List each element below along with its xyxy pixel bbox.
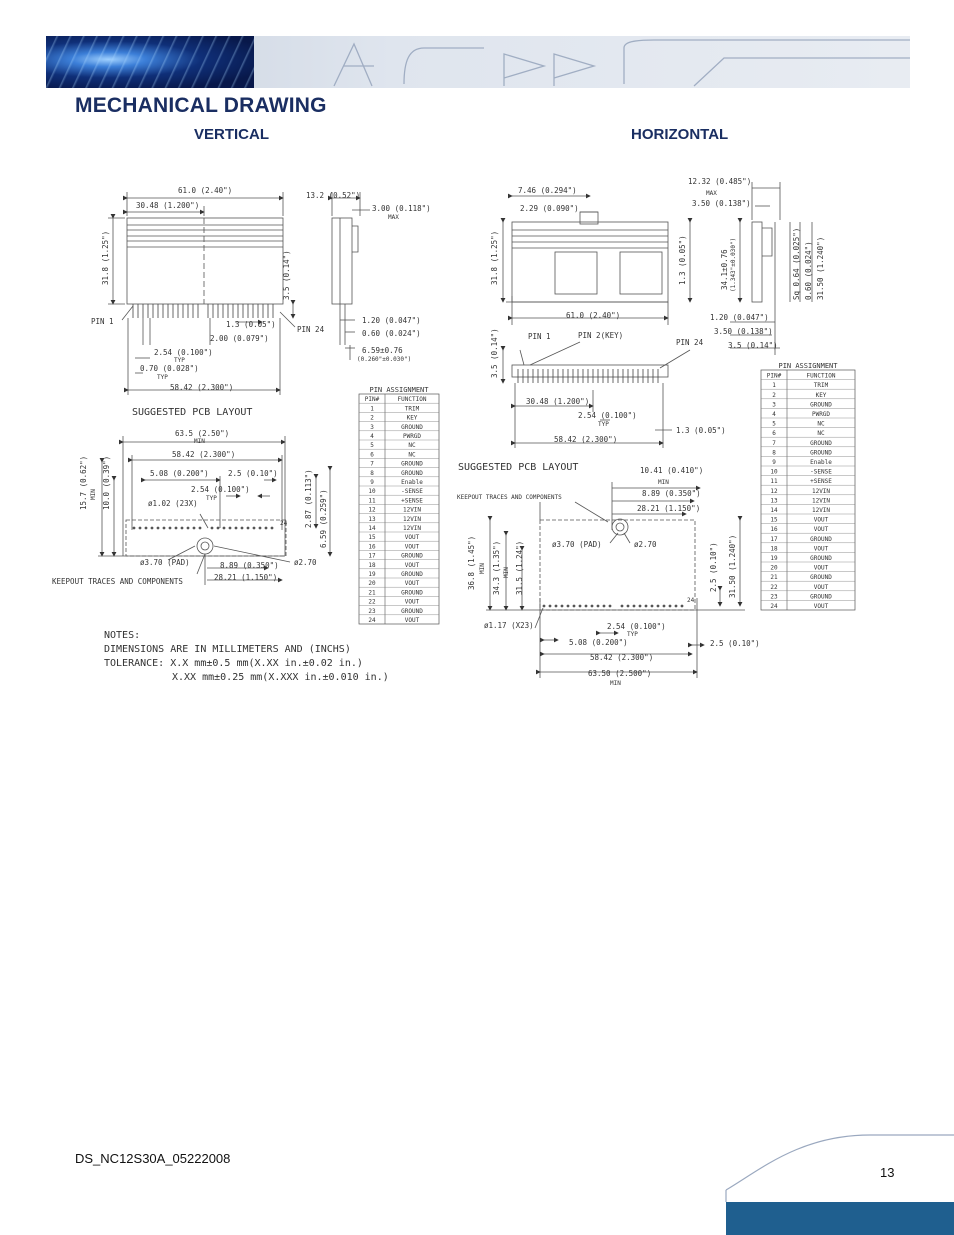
pin-function: -SENSE xyxy=(810,468,832,476)
pin-number: 14 xyxy=(770,507,778,514)
document-id: DS_NC12S30A_05222008 xyxy=(75,1151,231,1166)
pin-number: 11 xyxy=(770,478,778,486)
pin-function: VOUT xyxy=(813,564,829,572)
pin-function: +SENSE xyxy=(810,478,832,486)
dim-label: 2.54 (0.100") xyxy=(578,411,637,420)
dim-label: 2.54 (0.100") xyxy=(607,622,666,631)
pin-number: 21 xyxy=(770,574,778,582)
dim-label: TYP xyxy=(174,357,185,364)
dim-label: 1.3 (0.05") xyxy=(226,320,276,329)
dim-label: 63.50 (2.500") xyxy=(588,669,652,678)
pin-number: 13 xyxy=(368,515,376,523)
pin-number: 7 xyxy=(772,439,776,447)
pin-function: PWRGD xyxy=(811,411,831,418)
pin-number: 1 xyxy=(772,382,776,390)
dim-label: 2.5 (0.10") xyxy=(228,469,278,478)
dim-label: ø3.70 (PAD) xyxy=(552,540,602,549)
pin-function: GROUND xyxy=(810,535,832,543)
pin-function: GROUND xyxy=(401,423,423,431)
dim-label: 7.46 (0.294") xyxy=(518,186,577,195)
pin-number: 24 xyxy=(368,617,376,624)
pin-function: KEY xyxy=(406,414,418,422)
pin-function: TRIM xyxy=(813,382,829,390)
dim-label: 2.00 (0.079") xyxy=(210,334,269,343)
pin-table-title: PIN ASSIGNMENT xyxy=(369,386,429,394)
dim-label: 3.5 (0.14") xyxy=(490,328,499,378)
horizontal-heading: HORIZONTAL xyxy=(631,126,729,143)
pin-function: VOUT xyxy=(404,598,420,606)
pin-function: VOUT xyxy=(813,583,829,591)
pin-function: GROUND xyxy=(810,574,832,582)
notes-text: X.XX mm±0.25 mm(X.XXX in.±0.010 in.) xyxy=(172,672,389,683)
dim-label: 58.42 (2.300") xyxy=(590,653,654,662)
pin-function: VOUT xyxy=(813,516,829,524)
dim-label: 0.60 (0.024") xyxy=(362,329,421,338)
pin-function: VOUT xyxy=(404,617,420,624)
pin-number: 19 xyxy=(770,555,778,562)
pin-function: VOUT xyxy=(813,526,829,534)
dim-label: 8.89 (0.350") xyxy=(220,561,279,570)
pin-function: -SENSE xyxy=(401,488,423,496)
dim-label: TYP xyxy=(627,631,638,638)
pin-function: 12VIN xyxy=(402,506,422,514)
page-number: 13 xyxy=(880,1165,895,1180)
dim-label: 2.5 (0.10") xyxy=(710,639,760,648)
pin-function: VOUT xyxy=(813,545,829,553)
pin-number: 17 xyxy=(368,552,376,560)
horizontal-top-view xyxy=(503,196,690,325)
pin-label: PIN 1 xyxy=(528,332,551,341)
pin-function: NC xyxy=(817,420,825,428)
dim-label: 3.5 (0.14") xyxy=(282,250,291,300)
pin-function: +SENSE xyxy=(401,497,423,505)
dim-label: 1.20 (0.047") xyxy=(710,313,769,322)
dim-label: (1.343"±0.030") xyxy=(730,237,737,292)
dim-label: 30.48 (1.200") xyxy=(136,201,200,210)
dim-label: 0.70 (0.028") xyxy=(140,364,199,373)
dim-label: 3.5 (0.14") xyxy=(728,341,778,350)
pin-number: 8 xyxy=(370,469,374,477)
pin-number: 17 xyxy=(770,535,778,543)
pin-number: 21 xyxy=(368,589,376,597)
dim-label: TYP xyxy=(206,495,217,502)
pin-function: KEY xyxy=(815,391,827,399)
pin-function: NC xyxy=(408,442,416,450)
dim-label: 10.41 (0.410") xyxy=(640,466,704,475)
dim-label: 31.8 (1.25") xyxy=(490,230,499,285)
pin-number: 11 xyxy=(368,497,376,505)
pin-number: 4 xyxy=(370,433,374,440)
pin-number: 5 xyxy=(772,420,776,428)
dim-label: Sq 0.64 (0.025") xyxy=(792,227,801,300)
dim-label: 24 xyxy=(280,520,288,527)
dim-label: 58.42 (2.300") xyxy=(554,435,618,444)
dim-label: ø2.70 xyxy=(634,540,657,549)
pin-table-header: PIN# xyxy=(364,396,380,404)
pcb-layout-title: SUGGESTED PCB LAYOUT xyxy=(458,462,579,473)
horizontal-pin-view xyxy=(503,342,690,448)
pin-number: 1 xyxy=(370,405,374,413)
vertical-heading: VERTICAL xyxy=(194,126,269,143)
pin-number: 2 xyxy=(772,391,776,399)
dim-label: MIN xyxy=(503,567,510,578)
dim-label: 5.08 (0.200") xyxy=(569,638,628,647)
dim-label: 58.42 (2.300") xyxy=(172,450,236,459)
pin-label: PIN 1 xyxy=(91,317,114,326)
pin-function: GROUND xyxy=(401,460,423,468)
pin-number: 5 xyxy=(370,442,374,450)
pin-function: PWRGD xyxy=(402,433,422,440)
pin-function: 12VIN xyxy=(811,487,831,495)
pin-number: 9 xyxy=(370,479,374,486)
notes-label: NOTES: xyxy=(104,630,141,641)
pin-function: GROUND xyxy=(401,589,423,597)
pin-label: PIN 24 xyxy=(297,325,325,334)
pin-function: VOUT xyxy=(404,534,420,542)
dim-label: ø2.70 xyxy=(294,558,317,567)
dim-label: 58.42 (2.300") xyxy=(170,383,234,392)
pin-function: GROUND xyxy=(401,607,423,615)
dim-label: 0.60 (0.024") xyxy=(804,241,813,300)
dim-label: 2.29 (0.090") xyxy=(520,204,579,213)
dim-label: 31.8 (1.25") xyxy=(101,230,110,285)
pin-label: PIN 24 xyxy=(676,338,704,347)
pin-function: GROUND xyxy=(401,469,423,477)
pin-function: VOUT xyxy=(404,580,420,588)
pin-number: 22 xyxy=(368,598,376,606)
pin-number: 9 xyxy=(772,459,776,466)
pin-table-title: PIN ASSIGNMENT xyxy=(778,362,838,370)
pin-function: GROUND xyxy=(810,449,832,457)
dim-label: (0.260"±0.030") xyxy=(357,356,412,363)
pin-number: 12 xyxy=(770,487,778,495)
pin-assignment-table-horizontal xyxy=(761,362,855,610)
dim-label: 6.59 (0.259") xyxy=(319,489,328,548)
pin-function: GROUND xyxy=(810,439,832,447)
pin-table-header: PIN# xyxy=(766,372,782,380)
dim-label: 24 xyxy=(687,597,695,604)
pin-number: 22 xyxy=(770,583,778,591)
pin-number: 16 xyxy=(368,543,376,551)
dim-label: MIN xyxy=(90,489,97,500)
pin-number: 15 xyxy=(368,534,376,542)
pin-number: 19 xyxy=(368,571,376,578)
dim-label: 3.00 (0.118") xyxy=(372,204,431,213)
pin-number: 18 xyxy=(368,561,376,569)
pin-function: 12VIN xyxy=(811,507,831,514)
dim-label: ø3.70 (PAD) xyxy=(140,558,190,567)
vertical-front-view xyxy=(108,192,295,395)
dim-label: 31.5 (1.24") xyxy=(515,540,524,595)
pin-function: GROUND xyxy=(810,401,832,409)
dim-label: 1.20 (0.047") xyxy=(362,316,421,325)
pin-function: VOUT xyxy=(813,603,829,610)
dim-label: 30.48 (1.200") xyxy=(526,397,590,406)
pin-number: 14 xyxy=(368,525,376,532)
pin-number: 18 xyxy=(770,545,778,553)
dim-label: 6.59±0.76 xyxy=(362,346,403,355)
pin-number: 20 xyxy=(770,564,778,572)
pin-number: 13 xyxy=(770,497,778,505)
keepout-label: KEEPOUT TRACES AND COMPONENTS xyxy=(457,494,562,501)
pin-function: 12VIN xyxy=(402,515,422,523)
keepout-label: KEEPOUT TRACES AND COMPONENTS xyxy=(52,577,183,586)
dim-label: 28.21 (1.150") xyxy=(637,504,701,513)
pin-number: 2 xyxy=(370,414,374,422)
pin-function: NC xyxy=(408,451,416,459)
pin-number: 23 xyxy=(770,593,778,601)
dim-label: 31.50 (1.240") xyxy=(728,534,737,598)
pin-table-header: FUNCTION xyxy=(806,372,836,380)
pin-number: 12 xyxy=(368,506,376,514)
dim-label: 3.50 (0.138") xyxy=(714,327,773,336)
pin-function: 12VIN xyxy=(402,525,422,532)
pin-number: 6 xyxy=(772,430,776,438)
pin-number: 16 xyxy=(770,526,778,534)
dim-label: 15.7 (0.62") xyxy=(79,455,88,510)
pcb-layout-title: SUGGESTED PCB LAYOUT xyxy=(132,407,253,418)
dim-label: MIN xyxy=(194,438,205,445)
pin-table-header: FUNCTION xyxy=(397,396,427,404)
dim-label: 34.3 (1.35") xyxy=(492,540,501,595)
page-title: MECHANICAL DRAWING xyxy=(75,94,327,117)
dim-label: 1.3 (0.05") xyxy=(676,426,726,435)
horizontal-pcb-layout xyxy=(486,482,745,678)
pin-assignment-table-vertical xyxy=(359,386,439,624)
pin-function: GROUND xyxy=(401,552,423,560)
dim-label: 36.8 (1.45") xyxy=(467,535,476,590)
pin-label: PIN 2(KEY) xyxy=(578,331,624,340)
dim-label: 5.08 (0.200") xyxy=(150,469,209,478)
dim-label: 34.1±0.76 xyxy=(720,249,729,290)
dim-label: 1.3 (0.05") xyxy=(678,235,687,285)
pin-function: GROUND xyxy=(401,571,423,578)
dim-label: 12.32 (0.485") xyxy=(688,177,752,186)
pin-function: GROUND xyxy=(810,593,832,601)
dim-label: MIN xyxy=(610,680,621,687)
dim-label: TYP xyxy=(157,374,168,381)
dim-label: MAX xyxy=(388,214,399,221)
pin-number: 3 xyxy=(370,423,374,431)
dim-label: 2.5 (0.10") xyxy=(709,542,718,592)
footer-decoration xyxy=(720,1130,954,1235)
pin-function: Enable xyxy=(810,459,832,466)
dim-label: 63.5 (2.50") xyxy=(175,429,230,438)
dim-label: 2.54 (0.100") xyxy=(154,348,213,357)
pin-function: GROUND xyxy=(810,555,832,562)
pin-number: 10 xyxy=(770,468,778,476)
notes-text: DIMENSIONS ARE IN MILLIMETERS AND (INCHS) xyxy=(104,644,351,655)
pin-number: 20 xyxy=(368,580,376,588)
notes-text: TOLERANCE: X.X mm±0.5 mm(X.XX in.±0.02 in.) xyxy=(104,658,363,669)
pin-number: 10 xyxy=(368,488,376,496)
dim-label: ø1.02 (23X) xyxy=(148,499,198,508)
dim-label: 61.0 (2.40") xyxy=(178,186,233,195)
pin-number: 24 xyxy=(770,603,778,610)
dim-label: TYP xyxy=(598,421,609,428)
pin-number: 4 xyxy=(772,411,776,418)
pin-function: 12VIN xyxy=(811,497,831,505)
pin-function: Enable xyxy=(401,479,423,486)
dim-label: 10.0 (0.39") xyxy=(102,455,111,510)
dim-label: 2.54 (0.100") xyxy=(191,485,250,494)
dim-label: 13.2 (0.52") xyxy=(306,191,361,200)
pin-function: VOUT xyxy=(404,543,420,551)
dim-label: ø1.17 (X23) xyxy=(484,621,534,630)
pin-function: NC xyxy=(817,430,825,438)
pin-function: VOUT xyxy=(404,561,420,569)
dim-label: 61.0 (2.40") xyxy=(566,311,621,320)
pin-number: 15 xyxy=(770,516,778,524)
dim-label: 28.21 (1.150") xyxy=(214,573,278,582)
pin-number: 23 xyxy=(368,607,376,615)
pin-function: TRIM xyxy=(404,405,420,413)
pin-number: 3 xyxy=(772,401,776,409)
dim-label: 3.50 (0.138") xyxy=(692,199,751,208)
pin-number: 7 xyxy=(370,460,374,468)
dim-label: MIN xyxy=(658,479,669,486)
dim-label: 2.87 (0.113") xyxy=(304,469,313,528)
dim-label: 8.89 (0.350") xyxy=(642,489,701,498)
pin-number: 6 xyxy=(370,451,374,459)
dim-label: 31.50 (1.240") xyxy=(816,236,825,300)
dim-label: MIN xyxy=(479,563,486,574)
dim-label: MAX xyxy=(706,190,717,197)
pin-number: 8 xyxy=(772,449,776,457)
